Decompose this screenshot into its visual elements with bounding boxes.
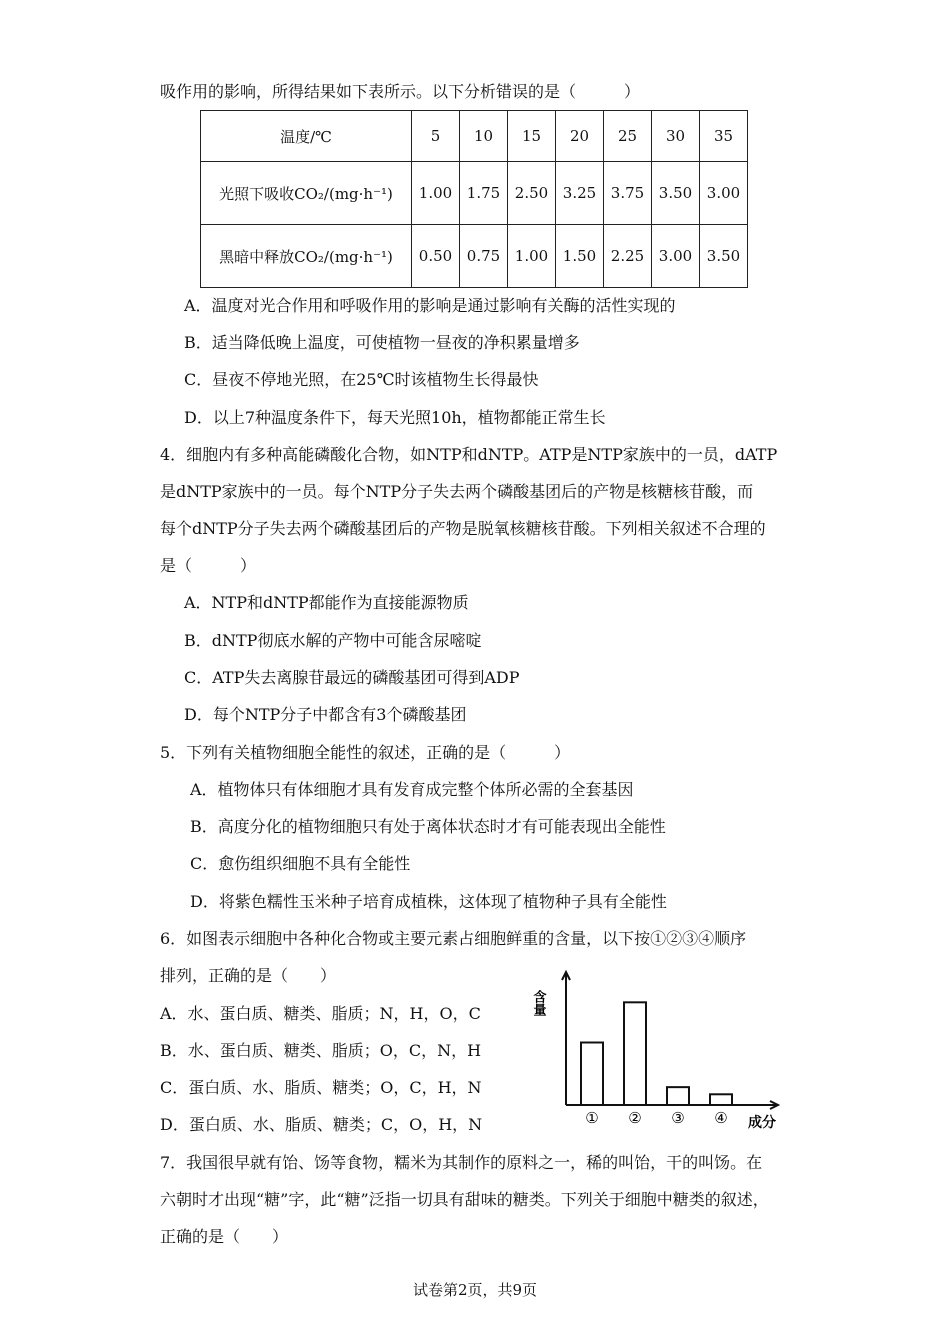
table-cell: 0.75 <box>460 225 508 288</box>
table-cell: 1.00 <box>508 225 556 288</box>
q5-option-a: A．植物体只有体细胞才具有发育成完整个体所必需的全套基因 <box>190 780 634 799</box>
q4-stem-line: 4．细胞内有多种高能磷酸化合物，如NTP和dNTP。ATP是NTP家族中的一员，dATP <box>160 445 778 464</box>
table-cell: 3.50 <box>652 162 700 225</box>
x-tick-label: ② <box>628 1109 642 1127</box>
x-tick-label: ③ <box>671 1109 685 1127</box>
table-cell: 3.00 <box>700 162 748 225</box>
q3-option-b: B．适当降低晚上温度，可使植物一昼夜的净积累量增多 <box>184 333 580 352</box>
table-cell: 1.75 <box>460 162 508 225</box>
table-header-cell: 20 <box>556 111 604 162</box>
content-bar-chart <box>528 960 798 1130</box>
table-header-cell: 15 <box>508 111 556 162</box>
table-cell: 2.25 <box>604 225 652 288</box>
bar <box>667 1087 689 1105</box>
table-cell: 3.00 <box>652 225 700 288</box>
data-table <box>200 110 748 288</box>
q6-option-c: C．蛋白质、水、脂质、糖类；O，C，H，N <box>160 1078 482 1097</box>
table-header-row <box>201 111 748 162</box>
q4-option-b: B．dNTP彻底水解的产物中可能含尿嘧啶 <box>184 631 482 650</box>
page-footer: 试卷第2页，共9页 <box>412 1281 538 1299</box>
table-cell: 3.50 <box>700 225 748 288</box>
table-header-cell: 10 <box>460 111 508 162</box>
table-cell: 1.00 <box>412 162 460 225</box>
q6-option-d: D．蛋白质、水、脂质、糖类；C，O，H，N <box>160 1115 483 1134</box>
q4-stem-line: 是dNTP家族中的一员。每个NTP分子失去两个磷酸基团后的产物是核糖核苷酸，而 <box>160 482 754 501</box>
q4-option-d: D．每个NTP分子中都含有3个磷酸基团 <box>184 705 467 724</box>
bar <box>581 1043 603 1106</box>
table-cell: 黑暗中释放CO₂/(mg·h⁻¹) <box>201 225 412 288</box>
table-cell: 1.50 <box>556 225 604 288</box>
q3-option-a: A．温度对光合作用和呼吸作用的影响是通过影响有关酶的活性实现的 <box>184 296 676 315</box>
table-header-cell: 25 <box>604 111 652 162</box>
x-tick-label: ④ <box>714 1109 728 1127</box>
y-axis-label: 含量 <box>530 990 546 1016</box>
intro-line: 吸作用的影响，所得结果如下表所示。以下分析错误的是（ ） <box>160 82 641 101</box>
q5-option-b: B．高度分化的植物细胞只有处于离体状态时才有可能表现出全能性 <box>190 817 666 836</box>
q6-stem-line: 排列，正确的是（ ） <box>160 966 337 985</box>
q3-option-c: C．昼夜不停地光照，在25℃时该植物生长得最快 <box>184 370 539 389</box>
table-cell: 3.25 <box>556 162 604 225</box>
q7-stem-line: 六朝时才出现“糖”字，此“糖”泛指一切具有甜味的糖类。下列关于细胞中糖类的叙述， <box>160 1190 769 1209</box>
table-header-cell: 温度/℃ <box>201 111 412 162</box>
bar <box>710 1094 732 1105</box>
table-header-cell: 35 <box>700 111 748 162</box>
table-header-cell: 5 <box>412 111 460 162</box>
q4-stem-line: 每个dNTP分子失去两个磷酸基团后的产物是脱氧核糖核苷酸。下列相关叙述不合理的 <box>160 519 766 538</box>
q7-stem-line: 正确的是（ ） <box>160 1227 289 1246</box>
q7-stem-line: 7．我国很早就有饴、饧等食物，糯米为其制作的原料之一，稀的叫饴，干的叫饧。在 <box>160 1153 763 1172</box>
table-row <box>201 162 748 225</box>
q3-option-d: D．以上7种温度条件下，每天光照10h，植物都能正常生长 <box>184 408 606 427</box>
x-tick-label: ① <box>585 1109 599 1127</box>
x-axis-label: 成分 <box>748 1115 776 1130</box>
table-cell: 0.50 <box>412 225 460 288</box>
q5-option-d: D．将紫色糯性玉米种子培育成植株，这体现了植物种子具有全能性 <box>190 892 667 911</box>
table-cell: 光照下吸收CO₂/(mg·h⁻¹) <box>201 162 412 225</box>
table-cell: 2.50 <box>508 162 556 225</box>
q4-stem-line: 是（ ） <box>160 556 257 575</box>
q6-option-a: A．水、蛋白质、糖类、脂质；N，H，O，C <box>160 1004 481 1023</box>
q6-stem-line: 6．如图表示细胞中各种化合物或主要元素占细胞鲜重的含量，以下按①②③④顺序 <box>160 929 747 948</box>
bar <box>624 1002 646 1105</box>
table-cell: 3.75 <box>604 162 652 225</box>
q5-option-c: C．愈伤组织细胞不具有全能性 <box>190 854 411 873</box>
q4-option-c: C．ATP失去离腺苷最远的磷酸基团可得到ADP <box>184 668 520 687</box>
q4-option-a: A．NTP和dNTP都能作为直接能源物质 <box>184 593 469 612</box>
table-row <box>201 225 748 288</box>
q6-option-b: B．水、蛋白质、糖类、脂质；O，C，N，H <box>160 1041 482 1060</box>
q5-stem: 5．下列有关植物细胞全能性的叙述，正确的是（ ） <box>160 743 571 762</box>
table-header-cell: 30 <box>652 111 700 162</box>
